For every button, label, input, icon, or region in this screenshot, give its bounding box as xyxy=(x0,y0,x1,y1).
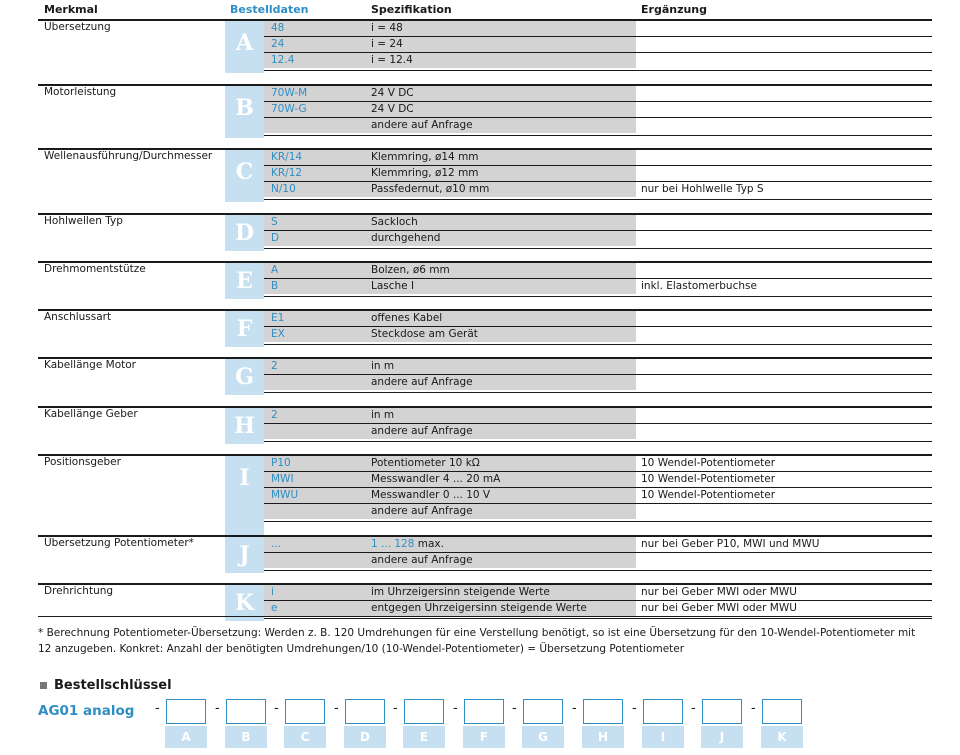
key-dash: - xyxy=(274,701,279,716)
order-code: MWI xyxy=(271,473,294,485)
order-code: 24 xyxy=(271,38,285,50)
order-code: KR/12 xyxy=(271,167,303,179)
group-letter: F xyxy=(225,311,264,347)
specification xyxy=(371,538,444,550)
product-name: AG01 analog xyxy=(38,703,135,719)
group-bottom-rule xyxy=(264,296,932,297)
row-separator xyxy=(264,423,932,424)
header-bestelldaten: Bestelldaten xyxy=(230,3,309,16)
footnote: * Berechnung Potentiometer-Übersetzung: Werden z. B. 120 Umdrehungen für eine Verstellung benötigt, so ist eine Übersetzung für den 10-Wendel-Potentiometer mit 12 anzugeben. Konkret: Anzahl der benötigten Umdrehungen/10 (10-Wendel-Potentiometer) = Übersetzung Potentiometer xyxy=(38,627,916,655)
specification: Klemmring, ø12 mm xyxy=(371,167,479,179)
group-bottom-rule xyxy=(264,135,932,136)
key-dash: - xyxy=(215,701,220,716)
key-input-box[interactable] xyxy=(762,699,802,724)
key-dash: - xyxy=(512,701,517,716)
row-separator xyxy=(264,52,932,53)
key-letter-label: C xyxy=(284,726,326,748)
spec-suffix: max. xyxy=(414,538,444,550)
specification: Bolzen, ø6 mm xyxy=(371,264,450,276)
order-code: P10 xyxy=(271,457,291,469)
group-bottom-rule xyxy=(264,392,932,393)
key-input-box[interactable] xyxy=(345,699,385,724)
row-separator xyxy=(264,230,932,231)
row-separator xyxy=(264,374,932,375)
order-code: A xyxy=(271,264,279,276)
spec-cell-bg xyxy=(264,215,636,230)
key-letter-label: F xyxy=(463,726,505,748)
key-letter-label: J xyxy=(701,726,743,748)
order-code: E1 xyxy=(271,312,285,324)
specification: i = 12.4 xyxy=(371,54,413,66)
key-input-box[interactable] xyxy=(523,699,563,724)
spec-cell-bg xyxy=(264,311,636,326)
group-label: Motorleistung xyxy=(44,86,117,98)
specification: andere auf Anfrage xyxy=(371,119,473,131)
spec-cell-bg xyxy=(264,263,636,278)
order-code: 2 xyxy=(271,360,278,372)
spec-cell-bg xyxy=(264,408,636,423)
group-bottom-rule xyxy=(264,570,932,571)
group-letter: C xyxy=(225,150,264,202)
key-letter-label: K xyxy=(761,726,803,748)
order-code: ... xyxy=(271,538,282,550)
order-code: B xyxy=(271,280,279,292)
key-letter-label: I xyxy=(642,726,684,748)
row-separator xyxy=(264,326,932,327)
group-label: Drehrichtung xyxy=(44,585,114,597)
key-input-box[interactable] xyxy=(643,699,683,724)
key-dash: - xyxy=(393,701,398,716)
group-letter: K xyxy=(225,585,264,621)
group-label: Positionsgeber xyxy=(44,456,121,468)
specification: Klemmring, ø14 mm xyxy=(371,151,479,163)
supplement: nur bei Geber P10, MWI und MWU xyxy=(641,538,820,550)
key-dash: - xyxy=(632,701,637,716)
key-letter-label: E xyxy=(403,726,445,748)
specification: Steckdose am Gerät xyxy=(371,328,478,340)
spec-cell-bg xyxy=(264,53,636,68)
order-code: S xyxy=(271,216,278,228)
group-letter: H xyxy=(225,408,264,444)
specification: i = 24 xyxy=(371,38,403,50)
table-bottom-rule xyxy=(38,616,932,617)
key-letter-label: D xyxy=(344,726,386,748)
group-bottom-rule xyxy=(264,70,932,71)
key-dash: - xyxy=(155,701,160,716)
group-bottom-rule xyxy=(264,521,932,522)
key-input-box[interactable] xyxy=(166,699,206,724)
order-code: i xyxy=(271,586,274,598)
supplement: nur bei Geber MWI oder MWU xyxy=(641,586,797,598)
supplement: nur bei Geber MWI oder MWU xyxy=(641,602,797,614)
supplement: nur bei Hohlwelle Typ S xyxy=(641,183,764,195)
group-label: Kabellänge Geber xyxy=(44,408,138,420)
specification: andere auf Anfrage xyxy=(371,554,473,566)
group-label: Anschlussart xyxy=(44,311,112,323)
supplement: inkl. Elastomerbuchse xyxy=(641,280,757,292)
specification: andere auf Anfrage xyxy=(371,425,473,437)
spec-cell-bg xyxy=(264,359,636,374)
spec-cell-bg xyxy=(264,102,636,117)
header-merkmal: Merkmal xyxy=(44,3,98,16)
spec-cell-bg xyxy=(264,21,636,36)
key-letter-label: B xyxy=(225,726,267,748)
row-separator xyxy=(264,36,932,37)
order-code: 70W-G xyxy=(271,103,307,115)
group-bottom-rule xyxy=(264,618,932,619)
group-label: Hohlwellen Typ xyxy=(44,215,123,227)
group-bottom-rule xyxy=(264,199,932,200)
key-dash: - xyxy=(572,701,577,716)
specification: Passfedernut, ø10 mm xyxy=(371,183,490,195)
group-letter: I xyxy=(225,456,264,538)
key-input-box[interactable] xyxy=(285,699,325,724)
group-letter: B xyxy=(225,86,264,138)
group-letter: A xyxy=(225,21,264,73)
group-label: Wellenausführung/Durchmesser xyxy=(44,150,213,162)
spec-cell-bg xyxy=(264,86,636,101)
order-code: D xyxy=(271,232,280,244)
order-code: 70W-M xyxy=(271,87,308,99)
specification: Messwandler 4 ... 20 mA xyxy=(371,473,501,485)
spec-cell-bg xyxy=(264,231,636,246)
specification: in m xyxy=(371,360,395,372)
spec-range: 1 ... 128 xyxy=(371,538,415,550)
key-letter-label: H xyxy=(582,726,624,748)
order-code: 12.4 xyxy=(271,54,295,66)
order-code: MWU xyxy=(271,489,299,501)
group-letter: G xyxy=(225,359,264,395)
row-separator xyxy=(264,165,932,166)
row-separator xyxy=(264,181,932,182)
row-separator xyxy=(264,503,932,504)
specification: 24 V DC xyxy=(371,87,414,99)
row-separator xyxy=(264,117,932,118)
specification: andere auf Anfrage xyxy=(371,376,473,388)
key-dash: - xyxy=(751,701,756,716)
group-letter: E xyxy=(225,263,264,299)
order-code: N/10 xyxy=(271,183,296,195)
order-key-title-text: Bestellschlüssel xyxy=(54,678,172,693)
row-separator xyxy=(264,101,932,102)
specification: Lasche I xyxy=(371,280,415,292)
specification: in m xyxy=(371,409,395,421)
supplement: 10 Wendel-Potentiometer xyxy=(641,473,776,485)
order-key-title xyxy=(40,678,172,693)
specification: i = 48 xyxy=(371,22,403,34)
specification: Messwandler 0 ... 10 V xyxy=(371,489,491,501)
group-bottom-rule xyxy=(264,248,932,249)
key-dash: - xyxy=(453,701,458,716)
group-label: Übersetzung xyxy=(44,21,111,33)
header-ergaenzung: Ergänzung xyxy=(641,3,708,16)
order-code: e xyxy=(271,602,278,614)
group-letter: D xyxy=(225,215,264,251)
row-separator xyxy=(264,600,932,601)
order-code: 2 xyxy=(271,409,278,421)
spec-cell-bg xyxy=(264,37,636,52)
specification: im Uhrzeigersinn steigende Werte xyxy=(371,586,550,598)
order-code: KR/14 xyxy=(271,151,303,163)
specification: Sackloch xyxy=(371,216,418,228)
key-letter-label: A xyxy=(165,726,207,748)
group-letter: J xyxy=(225,537,264,573)
specification: andere auf Anfrage xyxy=(371,505,473,517)
group-label: Kabellänge Motor xyxy=(44,359,136,371)
key-letter-label: G xyxy=(522,726,564,748)
key-dash: - xyxy=(334,701,339,716)
specification: Potentiometer 10 kΩ xyxy=(371,457,480,469)
specification: durchgehend xyxy=(371,232,441,244)
row-separator xyxy=(264,552,932,553)
supplement: 10 Wendel-Potentiometer xyxy=(641,489,776,501)
key-dash: - xyxy=(691,701,696,716)
row-separator xyxy=(264,487,932,488)
square-bullet-icon xyxy=(40,682,47,689)
spec-cell-bg xyxy=(264,279,636,294)
spec-cell-bg xyxy=(264,537,636,552)
order-code: EX xyxy=(271,328,285,340)
row-separator xyxy=(264,278,932,279)
key-input-box[interactable] xyxy=(226,699,266,724)
specification: offenes Kabel xyxy=(371,312,443,324)
group-bottom-rule xyxy=(264,344,932,345)
group-label: Übersetzung Potentiometer* xyxy=(44,537,194,549)
key-input-box[interactable] xyxy=(404,699,444,724)
key-input-box[interactable] xyxy=(464,699,504,724)
key-input-box[interactable] xyxy=(583,699,623,724)
group-bottom-rule xyxy=(264,441,932,442)
specification: entgegen Uhrzeigersinn steigende Werte xyxy=(371,602,587,614)
header-spezifikation: Spezifikation xyxy=(371,3,452,16)
row-separator xyxy=(264,471,932,472)
order-code: 48 xyxy=(271,22,285,34)
group-label: Drehmomentstütze xyxy=(44,263,146,275)
specification: 24 V DC xyxy=(371,103,414,115)
key-input-box[interactable] xyxy=(702,699,742,724)
supplement: 10 Wendel-Potentiometer xyxy=(641,457,776,469)
